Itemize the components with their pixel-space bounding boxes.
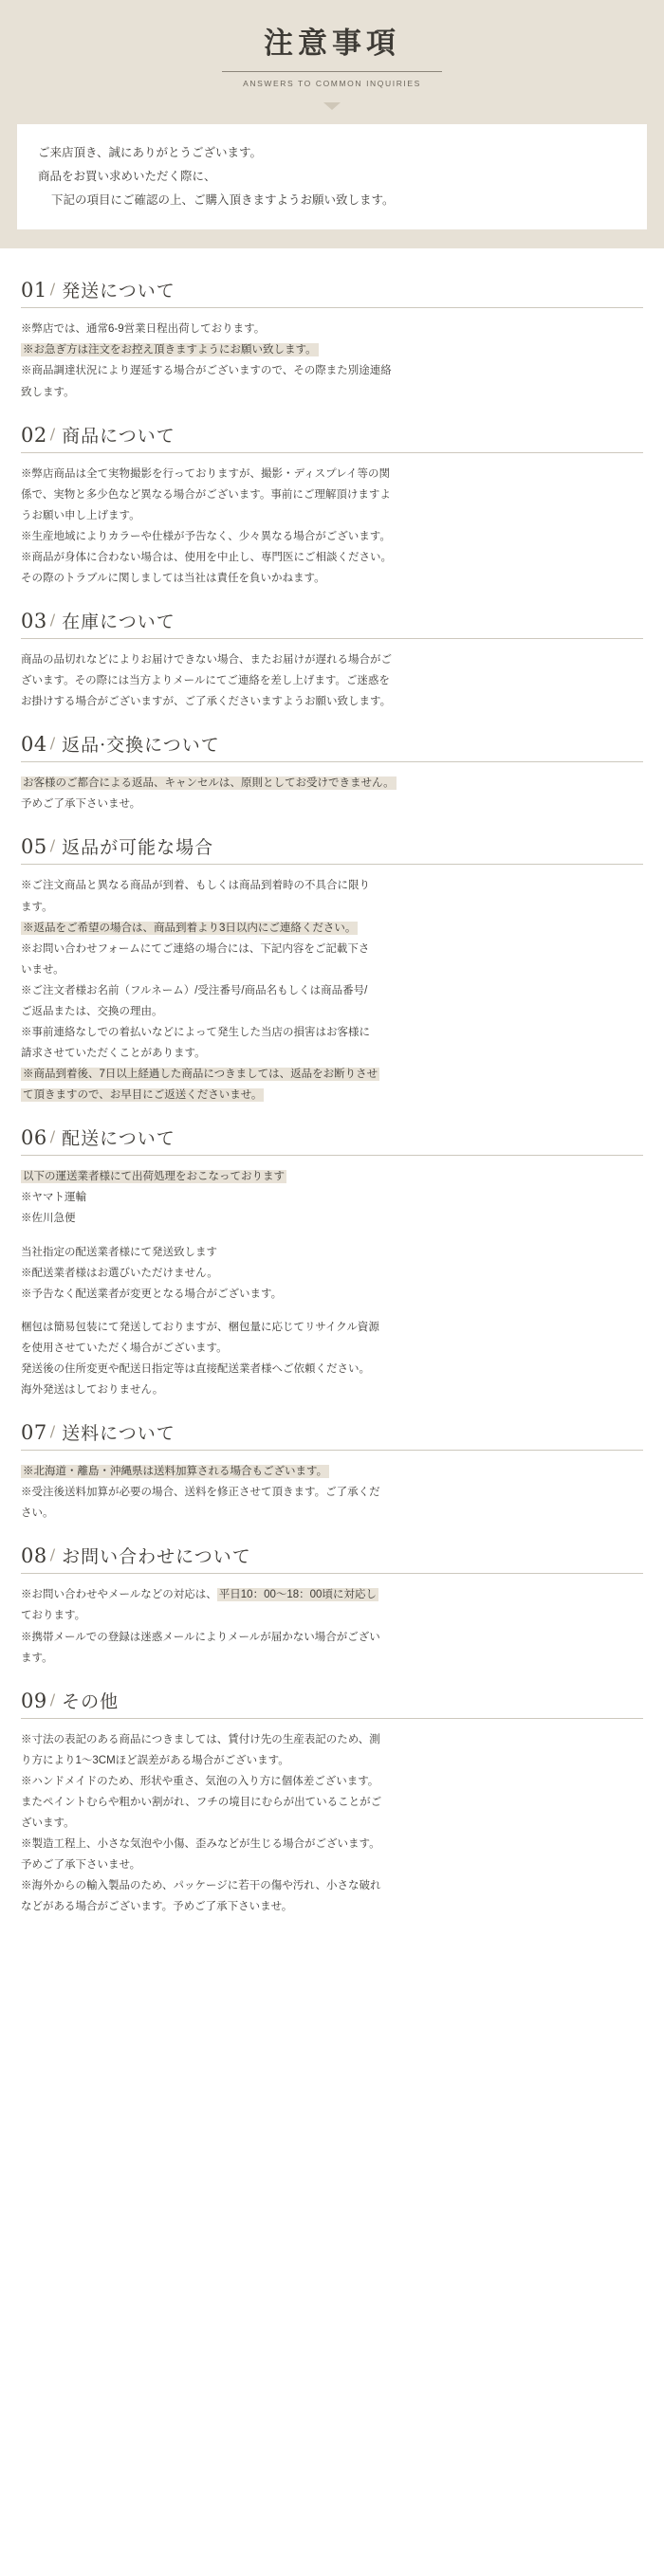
highlighted-text: て頂きますので、お早目にご返送くださいませ。 — [23, 1089, 263, 1102]
section-title: 発送について — [62, 281, 175, 302]
section-body — [21, 773, 643, 814]
body-line: を使用させていただく場合がございます。 — [21, 1342, 228, 1354]
body-line: 梱包は簡易包装にて発送しておりますが、梱包量に応じてリサイクル資源 — [21, 1321, 379, 1333]
body-line: うお願い申し上げます。 — [21, 509, 140, 521]
section-heading — [21, 1543, 643, 1574]
section-07 — [21, 1419, 643, 1524]
section-title: 送料について — [62, 1423, 175, 1445]
section-body — [21, 464, 643, 589]
page-header — [0, 0, 664, 103]
body-line: ております。 — [21, 1610, 86, 1622]
highlighted-text: ※お急ぎ方は注文をお控え頂きますようにお願い致します。 — [23, 344, 317, 356]
body-line: ます。 — [21, 1652, 53, 1664]
section-03 — [21, 608, 643, 712]
body-line: ※事前連絡なしでの着払いなどによって発生した当店の損害はお客様に — [21, 1027, 370, 1039]
section-body — [21, 1166, 643, 1400]
section-title: 商品について — [62, 425, 175, 447]
intro-box — [17, 124, 647, 229]
section-08 — [21, 1543, 643, 1668]
body-line: またペイントむらや粗かい割がれ、フチの境目にむらが出ていることがご — [21, 1796, 382, 1808]
page-title: 注意事項 — [264, 27, 400, 61]
section-number: 01 — [21, 279, 47, 302]
body-line — [21, 773, 643, 794]
section-title: 在庫について — [62, 612, 175, 633]
section-heading — [21, 833, 643, 865]
body-line: 商品の品切れなどによりお届けできない場合、またお届けが遅れる場合がご — [21, 654, 392, 667]
body-line — [21, 339, 643, 360]
section-title: その他 — [62, 1690, 120, 1712]
paragraph-gap — [21, 1305, 643, 1317]
body-line: 予めご了承下さいませ。 — [21, 798, 141, 811]
section-slash-icon: / — [49, 734, 56, 753]
body-line: ※弊店では、通常6-9営業日程出荷しております。 — [21, 323, 266, 336]
body-line: 請求させていただくことがあります。 — [21, 1048, 206, 1060]
section-slash-icon: / — [49, 1127, 56, 1146]
section-heading — [21, 608, 643, 639]
section-heading — [21, 731, 643, 762]
body-line — [21, 1064, 643, 1085]
section-title: 配送について — [62, 1128, 175, 1150]
body-line: ※生産地域によりカラーや仕様が予告なく、少々異なる場合がございます。 — [21, 530, 391, 542]
body-line: ※受注後送料加算が必要の場合、送料を修正させて頂きます。ご了承くだ — [21, 1487, 380, 1499]
paragraph-gap — [21, 1230, 643, 1242]
body-line: お掛けする場合がございますが、ご了承くださいますようお願い致します。 — [21, 696, 392, 708]
section-02 — [21, 422, 643, 589]
body-line: ※ハンドメイドのため、形状や重さ、気泡の入り方に個体差ございます。 — [21, 1775, 379, 1787]
section-number: 07 — [21, 1421, 47, 1445]
section-body — [21, 649, 643, 712]
header-arrow-wrap — [0, 103, 664, 111]
body-line: 予めご了承下さいませ。 — [21, 1859, 141, 1872]
body-line: ※商品調達状況により遅延する場合がございますので、その際また別途連絡 — [21, 365, 392, 377]
body-line: ※商品が身体に合わない場合は、使用を中止し、専門医にご相談ください。 — [21, 551, 392, 563]
section-slash-icon: / — [49, 611, 56, 630]
body-line: 致します。 — [21, 386, 75, 398]
section-body — [21, 875, 643, 1105]
intro-section — [0, 111, 664, 248]
body-line: ※お問い合わせやメールなどの対応は、 平日10：00～18：00頃に対応し — [21, 1589, 377, 1601]
section-number: 06 — [21, 1126, 47, 1150]
body-line: ※携帯メールでの登録は迷惑メールによりメールが届かない場合がござい — [21, 1631, 380, 1643]
body-line: ※佐川急便 — [21, 1213, 76, 1225]
section-title: お問い合わせについて — [62, 1546, 251, 1568]
intro-line-1: ご来店頂き、誠にありがとうございます。 — [38, 146, 263, 160]
body-line: ます。 — [21, 901, 53, 913]
highlighted-text: お客様のご都合による返品、キャンセルは、原則としてお受けできません。 — [23, 777, 395, 790]
section-slash-icon: / — [49, 1545, 56, 1564]
page-subtitle: ANSWERS TO COMMON INQUIRIES — [243, 79, 421, 89]
section-06 — [21, 1124, 643, 1400]
section-heading — [21, 1419, 643, 1451]
sections-container — [0, 248, 664, 1946]
section-title: 返品·交換について — [62, 735, 220, 757]
intro-line-2: 商品をお買い求めいただく際に、 — [38, 170, 216, 184]
highlighted-text: 平日10：00～18：00頃に対応し — [218, 1589, 377, 1601]
body-line: 当社指定の配送業者様にて発送致します — [21, 1246, 217, 1258]
body-line: ※配送業者様はお選びいただけません。 — [21, 1267, 218, 1279]
section-heading — [21, 277, 643, 308]
body-line: ※ヤマト運輸 — [21, 1192, 86, 1204]
intro-line-3: 下記の項目にご確認の上、ご購入頂きますようお願い致します。 — [51, 193, 395, 208]
section-body — [21, 1729, 643, 1918]
section-number: 03 — [21, 610, 47, 633]
body-line — [21, 918, 643, 939]
body-line: いませ。 — [21, 963, 65, 976]
body-line — [21, 1166, 643, 1187]
body-line: ※予告なく配送業者が変更となる場合がございます。 — [21, 1288, 283, 1300]
body-line: ※お問い合わせフォームにてご連絡の場合には、下記内容をご記載下さ — [21, 942, 370, 955]
header-divider — [222, 71, 442, 72]
section-body — [21, 1461, 643, 1524]
section-heading — [21, 1688, 643, 1719]
body-line: ※寸法の表記のある商品につきましては、賃付け先の生産表記のため、測 — [21, 1733, 380, 1745]
body-line: 海外発送はしておりません。 — [21, 1384, 164, 1397]
highlighted-text: 以下の運送業者様にて出荷処理をおこなっております — [23, 1171, 285, 1183]
body-line: ※海外からの輸入製品のため、パッケージに若干の傷や汚れ、小さな破れ — [21, 1880, 381, 1892]
section-title: 返品が可能な場合 — [62, 837, 214, 859]
highlighted-text: ※商品到着後、7日以上経過した商品につきましては、返品をお断りさせ — [23, 1069, 378, 1081]
highlighted-text: ※北海道・離島・沖縄県は送料加算される場合もございます。 — [23, 1466, 328, 1478]
section-number: 02 — [21, 423, 47, 447]
body-line: ※ご注文者様お名前（フルネーム）/受注番号/商品名もしくは商品番号/ — [21, 984, 368, 996]
body-line: り方により1～3CMほど誤差がある場合がございます。 — [21, 1754, 289, 1766]
body-line: ※製造工程上、小さな気泡や小傷、歪みなどが生じる場合がございます。 — [21, 1838, 380, 1851]
body-line: などがある場合がございます。予めご了承下さいませ。 — [21, 1901, 293, 1913]
section-body — [21, 1584, 643, 1668]
section-number: 09 — [21, 1689, 47, 1712]
body-line: ※弊店商品は全て実物撮影を行っておりますが、撮影・ディスプレイ等の関 — [21, 467, 391, 480]
section-09 — [21, 1688, 643, 1918]
section-slash-icon: / — [49, 280, 56, 299]
section-slash-icon: / — [49, 836, 56, 855]
section-heading — [21, 1124, 643, 1156]
section-slash-icon: / — [49, 1422, 56, 1441]
body-line: ※ご注文商品と異なる商品が到着、もしくは商品到着時の不具合に限り — [21, 880, 370, 892]
section-slash-icon: / — [49, 424, 56, 443]
body-line: ざいます。その際には当方よりメールにてご連絡を差し上げます。ご迷惑を — [21, 675, 390, 687]
section-05 — [21, 833, 643, 1105]
body-line: さい。 — [21, 1507, 54, 1520]
body-line — [21, 1461, 643, 1482]
chevron-down-icon — [323, 102, 341, 110]
body-line: 係で、実物と多少色など異なる場合がございます。事前にご理解頂けますよ — [21, 488, 391, 501]
body-line: ざいます。 — [21, 1817, 75, 1829]
body-line: 発送後の住所変更や配送日指定等は直接配送業者様へご依頼ください。 — [21, 1362, 370, 1375]
section-slash-icon: / — [49, 1690, 56, 1708]
section-number: 08 — [21, 1544, 47, 1568]
body-line: その際のトラブルに関しましては当社は責任を負いかねます。 — [21, 573, 325, 584]
section-01 — [21, 277, 643, 402]
section-number: 04 — [21, 733, 47, 757]
section-heading — [21, 422, 643, 453]
highlighted-text: ※返品をご希望の場合は、商品到着より3日以内にご連絡ください。 — [23, 922, 357, 934]
body-line: ご返品または、交換の理由。 — [21, 1005, 163, 1017]
body-line — [21, 1085, 643, 1105]
section-04 — [21, 731, 643, 814]
section-body — [21, 319, 643, 402]
section-number: 05 — [21, 835, 47, 859]
